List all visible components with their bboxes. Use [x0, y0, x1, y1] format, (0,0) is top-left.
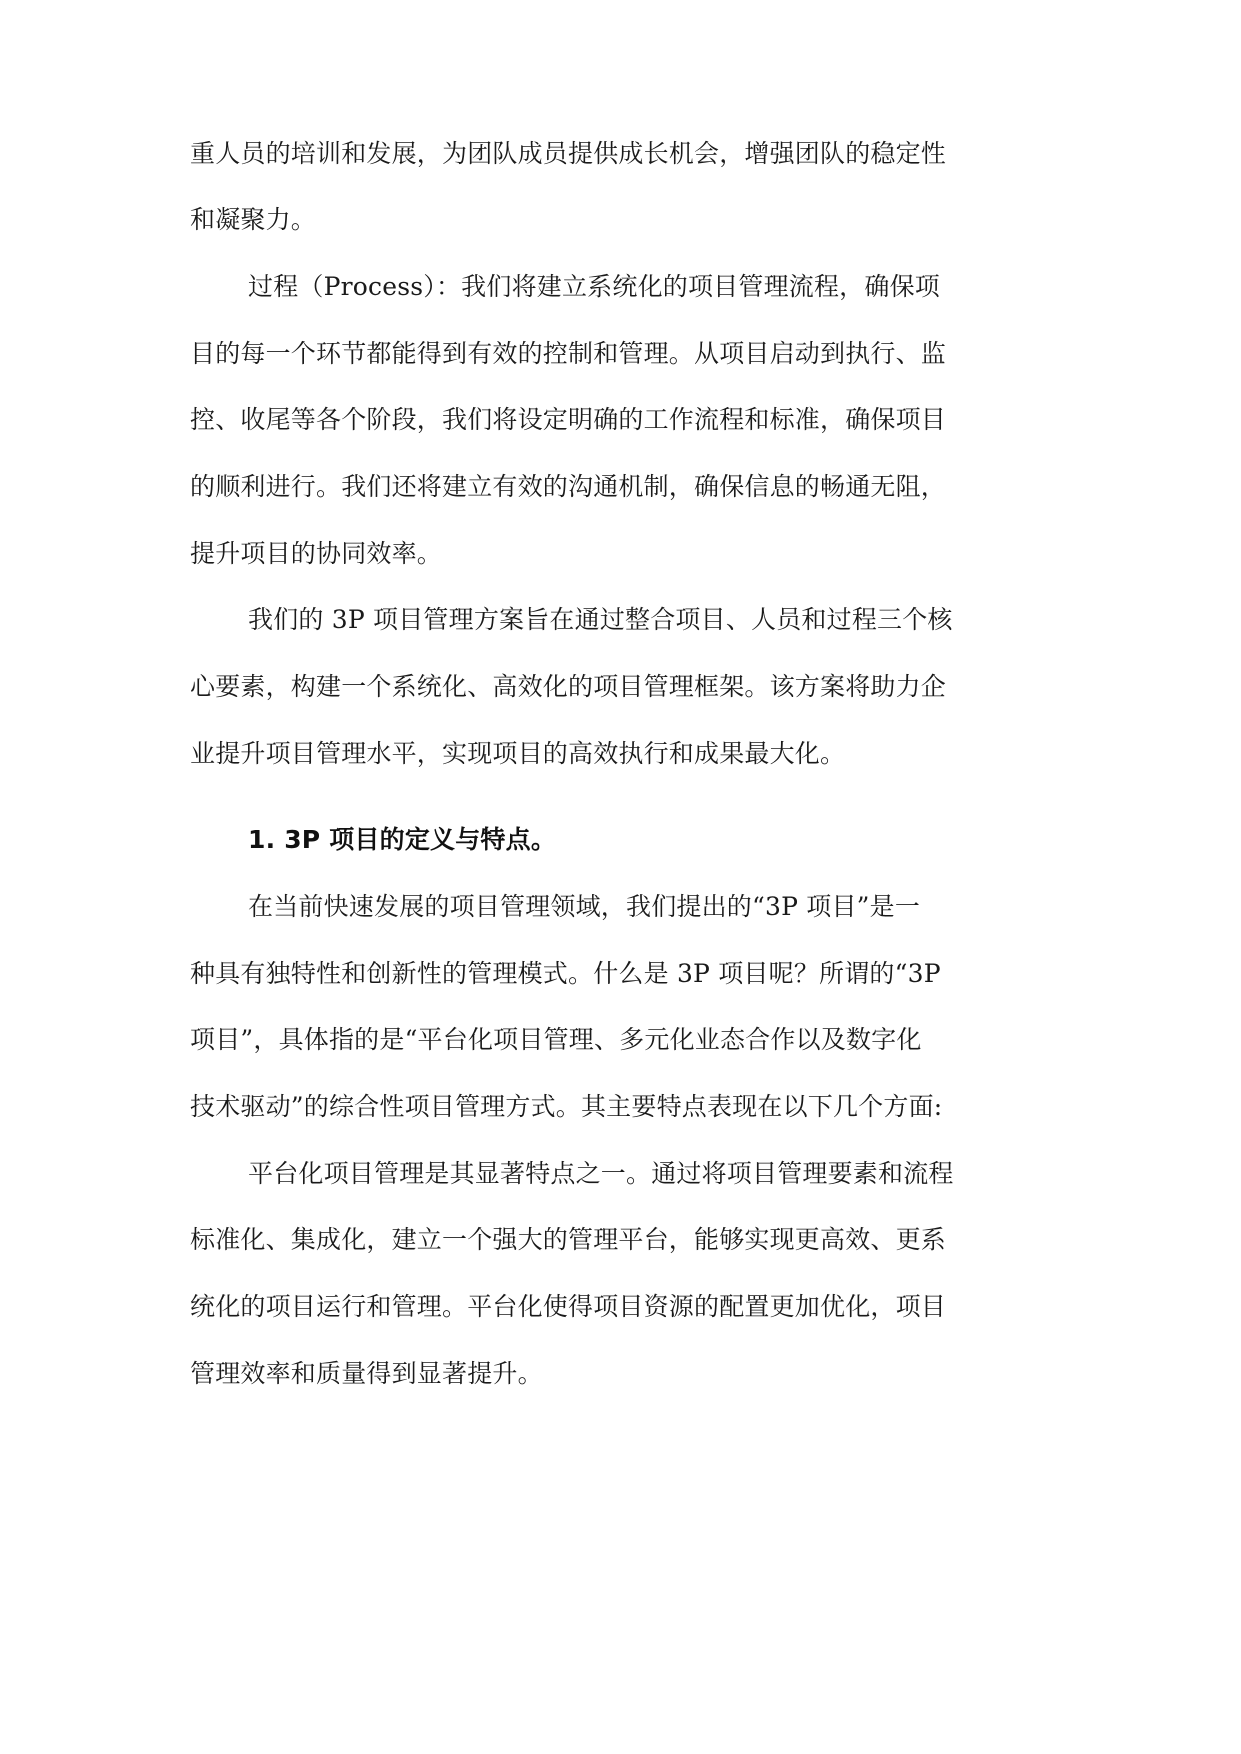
paragraph-line: 我们的 3P 项目管理方案旨在通过整合项目、人员和过程三个核 — [248, 605, 953, 634]
section-heading: 1. 3P 项目的定义与特点。 — [248, 825, 557, 854]
paragraph-line: 标准化、集成化，建立一个强大的管理平台，能够实现更高效、更系 — [190, 1225, 947, 1254]
paragraph-line: 平台化项目管理是其显著特点之一。通过将项目管理要素和流程 — [248, 1159, 954, 1188]
paragraph-line: 过程（Process）：我们将建立系统化的项目管理流程，确保项 — [248, 272, 940, 301]
paragraph-line: 业提升项目管理水平，实现项目的高效执行和成果最大化。 — [190, 739, 846, 768]
paragraph-line: 项目”，具体指的是“平台化项目管理、多元化业态合作以及数字化 — [190, 1025, 922, 1054]
paragraph-line: 重人员的培训和发展，为团队成员提供成长机会，增强团队的稳定性 — [190, 139, 947, 168]
paragraph-line: 心要素，构建一个系统化、高效化的项目管理框架。该方案将助力企 — [190, 672, 947, 701]
paragraph-line: 的顺利进行。我们还将建立有效的沟通机制，确保信息的畅通无阻， — [190, 472, 947, 501]
paragraph-line: 统化的项目运行和管理。平台化使得项目资源的配置更加优化，项目 — [190, 1292, 947, 1321]
paragraph-line: 技术驱动”的综合性项目管理方式。其主要特点表现在以下几个方面: — [190, 1092, 943, 1121]
paragraph-line: 和凝聚力。 — [190, 205, 317, 234]
paragraph-line: 控、收尾等各个阶段，我们将设定明确的工作流程和标准，确保项目 — [190, 405, 947, 434]
paragraph-line: 管理效率和质量得到显著提升。 — [190, 1359, 543, 1388]
paragraph-line: 目的每一个环节都能得到有效的控制和管理。从项目启动到执行、监 — [190, 339, 947, 368]
paragraph-line: 提升项目的协同效率。 — [190, 539, 443, 568]
paragraph-line: 种具有独特性和创新性的管理模式。什么是 3P 项目呢？所谓的“3P — [190, 959, 941, 988]
paragraph-line: 在当前快速发展的项目管理领域，我们提出的“3P 项目”是一 — [248, 892, 921, 921]
